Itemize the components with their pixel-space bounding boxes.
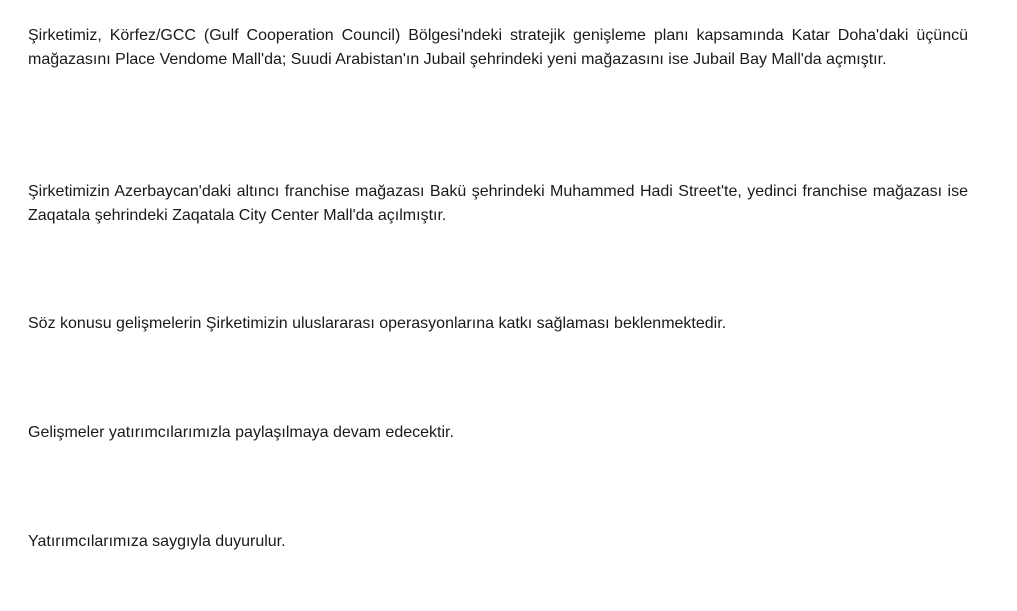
paragraph-azerbaijan-franchise: Şirketimizin Azerbaycan'daki altıncı franchise mağazası Bakü şehrindeki Muhammed Hadi Street'te, yedinci franchise mağazası ise Zaqatala şehrindeki Zaqatala City Center Mall'da açılmıştır. (28, 183, 968, 224)
paragraph-closing-note: Yatırımcılarımıza saygıyla duyurulur. (28, 533, 286, 550)
paragraph-gcc-expansion: Şirketimiz, Körfez/GCC (Gulf Cooperation Council) Bölgesi'ndeki stratejik genişleme planı kapsamında Katar Doha'daki üçüncü mağazasını Place Vendome Mall'da; Suudi Arabistan'ın Jubail şehrindeki yeni mağazasını ise Jubail Bay Mall'da açmıştır. (28, 27, 968, 68)
paragraph-investor-updates: Gelişmeler yatırımcılarımızla paylaşılmaya devam edecektir. (28, 424, 454, 441)
paragraph-expected-contribution: Söz konusu gelişmelerin Şirketimizin uluslararası operasyonlarına katkı sağlaması beklenmektedir. (28, 315, 727, 332)
